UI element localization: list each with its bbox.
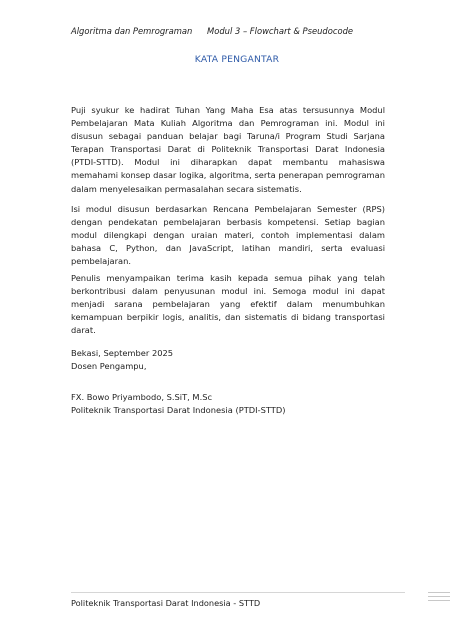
running-header — [71, 26, 354, 36]
signature-role: Dosen Pengampu, — [71, 361, 147, 371]
paragraph-intro: Puji syukur ke hadirat Tuhan Yang Maha Esa atas tersusunnya Modul Pembelajaran Mata Kuliah Algoritma dan Pemrograman ini. Modul ini disusun sebagai panduan belajar bagi Taruna/i Program Studi Sarjana Terapan Transportasi Darat di Politeknik Transportasi Darat Indonesia (PTDI-STTD). Modul ini diharapkan dapat membantu mahasiswa memahami konsep dasar logika, algoritma, serta penerapan pemrograman dalam menyelesaikan permasalahan secara sistematis. — [71, 105, 385, 194]
page-footer: Politeknik Transportasi Darat Indonesia - STTD — [71, 598, 261, 608]
scan-artifact-mark — [428, 592, 450, 604]
signature-place-date: Bekasi, September 2025 — [71, 348, 174, 358]
signature-institution: Politeknik Transportasi Darat Indonesia (PTDI-STTD) — [71, 405, 286, 415]
header-module-title: Modul 3 – Flowchart & Pseudocode — [207, 26, 354, 36]
paragraph-content: Isi modul disusun berdasarkan Rencana Pembelajaran Semester (RPS) dengan pendekatan pembelajaran berbasis kompetensi. Setiap bagian modul dilengkapi dengan uraian materi, contoh implementasi dalam bahasa C, Python, dan JavaScript, latihan mandiri, serta evaluasi pembelajaran. — [71, 204, 385, 267]
paragraph-thanks: Penulis menyampaikan terima kasih kepada semua pihak yang telah berkontribusi dalam penyusunan modul ini. Semoga modul ini dapat menjadi sarana pembelajaran yang efektif dalam menumbuhkan kemampuan berpikir logis, analitis, dan sistematis di bidang transportasi darat. — [71, 273, 385, 336]
page-title: KATA PENGANTAR — [194, 54, 280, 65]
signature-name: FX. Bowo Priyambodo, S.SiT, M.Sc — [71, 392, 213, 402]
footer-divider — [71, 592, 405, 593]
header-course-title: Algoritma dan Pemrograman — [71, 26, 193, 36]
